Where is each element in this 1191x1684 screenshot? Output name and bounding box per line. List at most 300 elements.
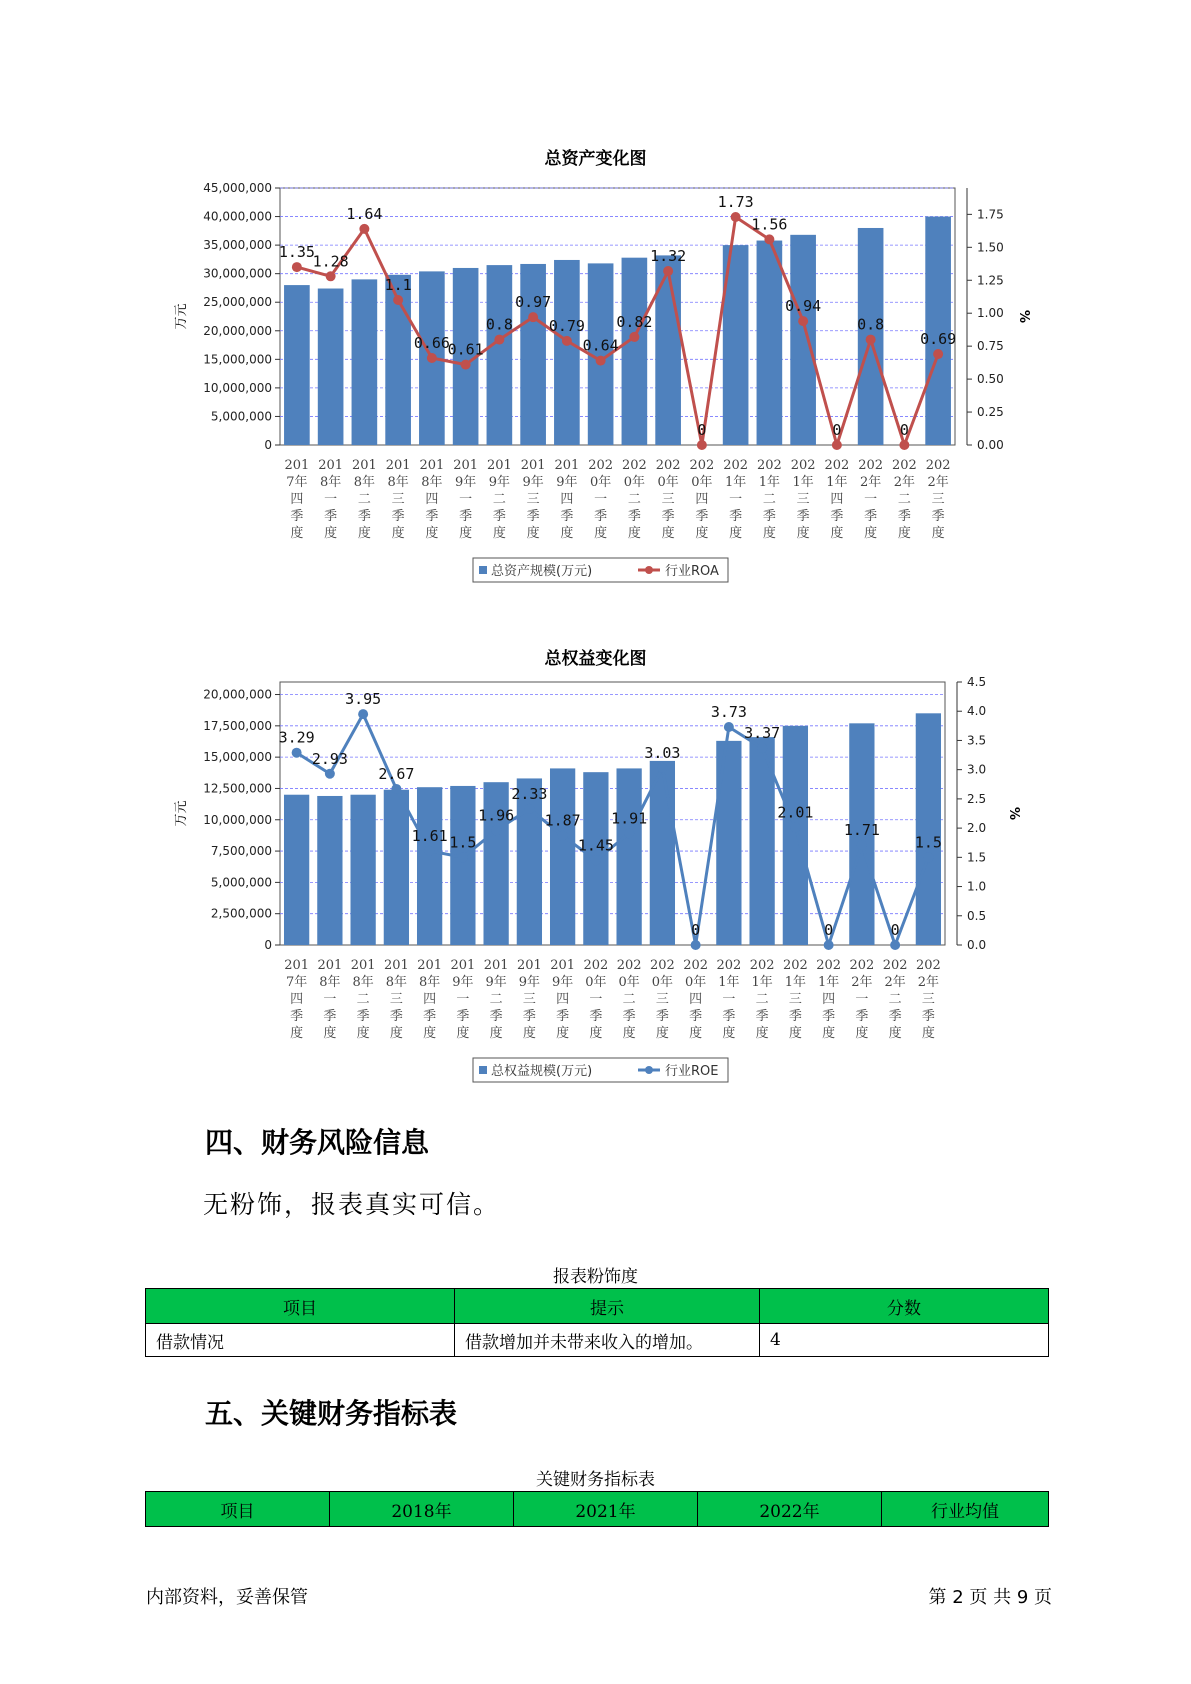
x-tick-label: 季 bbox=[589, 1009, 603, 1024]
x-tick-label: 202 bbox=[891, 458, 917, 473]
x-tick-label: 2年 bbox=[851, 975, 873, 990]
x-tick-label: 201 bbox=[453, 458, 479, 473]
bar bbox=[520, 264, 546, 445]
x-tick-label: 二 bbox=[627, 492, 641, 507]
x-tick-label: 三 bbox=[526, 492, 540, 507]
data-label: 1.91 bbox=[611, 809, 648, 828]
header-cell: 2021年 bbox=[514, 1492, 698, 1527]
bar bbox=[450, 786, 475, 945]
data-label: 3.95 bbox=[345, 690, 382, 709]
x-tick-label: 季 bbox=[459, 509, 473, 524]
x-tick-label: 2年 bbox=[859, 475, 882, 490]
x-tick-label: 201 bbox=[554, 458, 580, 473]
legend-label-bar: 总权益规模(万元) bbox=[491, 1064, 593, 1079]
x-tick-label: 四 bbox=[290, 492, 304, 507]
footer-left: 内部资料，妥善保管 bbox=[146, 1587, 308, 1608]
legend-swatch-dot bbox=[645, 1066, 653, 1074]
data-point bbox=[558, 831, 568, 841]
chart2-title: 总权益变化图 bbox=[544, 649, 647, 669]
section4-table-caption: 报表粉饰度 bbox=[553, 1267, 638, 1287]
x-tick-label: 一 bbox=[323, 992, 337, 1007]
data-point bbox=[832, 440, 842, 450]
x-tick-label: 202 bbox=[925, 458, 951, 473]
data-label: 0.79 bbox=[548, 316, 585, 335]
x-tick-label: 9年 bbox=[454, 475, 477, 490]
x-tick-label: 201 bbox=[284, 458, 310, 473]
x-tick-label: 季 bbox=[356, 1009, 370, 1024]
x-tick-label: 季 bbox=[689, 1009, 703, 1024]
x-tick-label: 季 bbox=[729, 509, 743, 524]
header-cell: 行业均值 bbox=[882, 1492, 1049, 1527]
x-tick-label: 度 bbox=[822, 1026, 836, 1041]
x-tick-label: 三 bbox=[389, 992, 403, 1007]
header-cell: 分数 bbox=[760, 1289, 1049, 1324]
x-tick-label: 0年 bbox=[589, 475, 612, 490]
x-tick-label: 201 bbox=[516, 958, 542, 973]
y-tick-label: 17,500,000 bbox=[203, 718, 272, 733]
data-label: 3.73 bbox=[710, 703, 747, 722]
x-tick-label: 二 bbox=[356, 992, 370, 1007]
section4-text: 无粉饰，报表真实可信。 bbox=[203, 1190, 501, 1219]
x-tick-label: 202 bbox=[849, 958, 875, 973]
x-tick-label: 度 bbox=[722, 1026, 736, 1041]
y-tick-label: 12,500,000 bbox=[203, 781, 272, 796]
legend-label-bar: 总资产规模(万元) bbox=[491, 564, 593, 579]
data-point bbox=[391, 784, 401, 794]
x-tick-label: 季 bbox=[722, 1009, 736, 1024]
x-tick-label: 202 bbox=[824, 458, 850, 473]
x-tick-label: 度 bbox=[695, 526, 709, 541]
x-tick-label: 四 bbox=[695, 492, 709, 507]
x-tick-label: 四 bbox=[689, 992, 703, 1007]
x-tick-label: 一 bbox=[459, 492, 473, 507]
data-point bbox=[393, 295, 403, 305]
table-cell: 借款增加并未带来收入的增加。 bbox=[455, 1324, 760, 1357]
section5-table-caption: 关键财务指标表 bbox=[536, 1470, 655, 1490]
x-tick-label: 8年 bbox=[421, 475, 443, 490]
data-point bbox=[524, 804, 534, 814]
x-tick-label: 1年 bbox=[784, 975, 807, 990]
x-tick-label: 度 bbox=[689, 1026, 703, 1041]
x-tick-label: 201 bbox=[383, 958, 409, 973]
x-tick-label: 季 bbox=[796, 509, 810, 524]
bar bbox=[284, 285, 310, 445]
y2-tick-label: 2.0 bbox=[967, 821, 987, 836]
x-tick-label: 202 bbox=[655, 458, 681, 473]
table-cell: 4 bbox=[760, 1324, 1049, 1357]
x-tick-label: 一 bbox=[594, 492, 608, 507]
data-point bbox=[857, 840, 867, 850]
bar bbox=[916, 713, 941, 945]
x-tick-label: 三 bbox=[391, 492, 405, 507]
x-tick-label: 度 bbox=[324, 526, 338, 541]
bar bbox=[554, 260, 580, 445]
x-tick-label: 度 bbox=[391, 526, 405, 541]
y-axis-label: 万元 bbox=[174, 303, 189, 330]
x-tick-label: 三 bbox=[522, 992, 536, 1007]
y2-axis-label: % bbox=[1016, 309, 1031, 324]
x-tick-label: 8年 bbox=[319, 975, 341, 990]
bar bbox=[384, 790, 409, 945]
bar bbox=[757, 241, 783, 445]
x-tick-label: 季 bbox=[888, 1009, 902, 1024]
x-tick-label: 季 bbox=[391, 509, 405, 524]
x-tick-label: 季 bbox=[594, 509, 608, 524]
x-tick-label: 0年 bbox=[618, 975, 640, 990]
x-tick-label: 7年 bbox=[285, 975, 308, 990]
y-tick-label: 45,000,000 bbox=[203, 181, 272, 195]
x-tick-label: 201 bbox=[385, 458, 411, 473]
x-tick-label: 0年 bbox=[651, 975, 674, 990]
bar bbox=[318, 289, 344, 445]
y2-tick-label: 1.5 bbox=[967, 850, 987, 865]
x-tick-label: 0年 bbox=[585, 975, 607, 990]
x-tick-label: 度 bbox=[796, 526, 810, 541]
chart1-title: 总资产变化图 bbox=[544, 149, 647, 169]
x-tick-label: 9年 bbox=[518, 975, 541, 990]
x-tick-label: 一 bbox=[729, 492, 743, 507]
x-tick-label: 202 bbox=[583, 958, 609, 973]
data-label: 0.66 bbox=[413, 334, 450, 353]
y2-tick-label: 4.0 bbox=[967, 704, 987, 719]
x-tick-label: 201 bbox=[350, 958, 376, 973]
data-point bbox=[461, 360, 471, 370]
x-tick-label: 季 bbox=[522, 1009, 536, 1024]
x-tick-label: 三 bbox=[661, 492, 675, 507]
data-point bbox=[458, 852, 468, 862]
bar bbox=[352, 279, 378, 445]
x-tick-label: 202 bbox=[882, 958, 908, 973]
data-label: 3.03 bbox=[644, 743, 681, 762]
x-tick-label: 季 bbox=[425, 509, 439, 524]
total-equity-chart bbox=[0, 670, 1191, 1090]
y2-axis-label: % bbox=[1006, 806, 1021, 821]
bar bbox=[790, 235, 816, 445]
x-tick-label: 202 bbox=[816, 958, 842, 973]
x-tick-label: 二 bbox=[897, 492, 911, 507]
x-tick-label: 度 bbox=[589, 1026, 603, 1041]
x-tick-label: 季 bbox=[423, 1009, 437, 1024]
x-tick-label: 度 bbox=[888, 1026, 902, 1041]
data-point bbox=[358, 709, 368, 719]
x-tick-label: 季 bbox=[489, 1009, 503, 1024]
data-point bbox=[359, 224, 369, 234]
data-label: 0.8 bbox=[857, 315, 885, 334]
x-tick-label: 1年 bbox=[817, 975, 840, 990]
bar bbox=[783, 726, 808, 945]
data-point bbox=[798, 316, 808, 326]
y2-tick-label: 1.25 bbox=[977, 273, 1004, 288]
y-tick-label: 20,000,000 bbox=[203, 323, 272, 338]
x-tick-label: 度 bbox=[788, 1026, 802, 1041]
data-point bbox=[899, 440, 909, 450]
x-tick-label: 季 bbox=[788, 1009, 802, 1024]
data-label: 0.64 bbox=[582, 336, 619, 355]
x-tick-label: 202 bbox=[749, 958, 775, 973]
x-tick-label: 201 bbox=[284, 958, 310, 973]
x-tick-label: 三 bbox=[931, 492, 945, 507]
header-cell: 提示 bbox=[455, 1289, 760, 1324]
x-tick-label: 度 bbox=[489, 1026, 503, 1041]
x-tick-label: 季 bbox=[830, 509, 844, 524]
bar bbox=[284, 795, 309, 945]
x-tick-label: 8年 bbox=[353, 475, 376, 490]
header-cell: 项目 bbox=[146, 1492, 330, 1527]
y-tick-label: 25,000,000 bbox=[203, 295, 272, 310]
y-tick-label: 10,000,000 bbox=[203, 812, 272, 827]
x-tick-label: 一 bbox=[855, 992, 869, 1007]
data-label: 0 bbox=[697, 421, 707, 439]
data-label: 0.94 bbox=[785, 297, 822, 316]
x-tick-label: 季 bbox=[622, 1009, 636, 1024]
y-tick-label: 15,000,000 bbox=[203, 750, 272, 765]
y-axis-label: 万元 bbox=[174, 800, 189, 827]
x-tick-label: 2年 bbox=[884, 975, 906, 990]
data-label: 1.5 bbox=[914, 833, 942, 852]
x-tick-label: 202 bbox=[790, 458, 816, 473]
x-tick-label: 202 bbox=[756, 458, 782, 473]
x-tick-label: 201 bbox=[483, 958, 509, 973]
data-point bbox=[491, 825, 501, 835]
whitewash-table bbox=[145, 1288, 1049, 1357]
data-point bbox=[292, 262, 302, 272]
data-label: 1.61 bbox=[411, 826, 448, 845]
data-label: 0 bbox=[899, 421, 909, 439]
x-tick-label: 三 bbox=[796, 492, 810, 507]
y2-tick-label: 0.0 bbox=[967, 938, 987, 952]
x-tick-label: 度 bbox=[755, 1026, 769, 1041]
x-tick-label: 度 bbox=[526, 526, 540, 541]
x-tick-label: 度 bbox=[389, 1026, 403, 1041]
data-label: 1.71 bbox=[843, 821, 880, 840]
x-tick-label: 季 bbox=[921, 1009, 935, 1024]
data-point bbox=[591, 855, 601, 865]
x-tick-label: 一 bbox=[456, 992, 470, 1007]
x-tick-label: 二 bbox=[888, 992, 902, 1007]
x-tick-label: 202 bbox=[723, 458, 749, 473]
legend-label-line: 行业ROA bbox=[665, 564, 719, 579]
x-tick-label: 度 bbox=[594, 526, 608, 541]
x-tick-label: 1年 bbox=[792, 475, 814, 490]
data-point bbox=[757, 743, 767, 753]
x-tick-label: 季 bbox=[855, 1009, 869, 1024]
x-tick-label: 季 bbox=[556, 1009, 570, 1024]
data-label: 0.61 bbox=[447, 340, 484, 359]
data-label: 0.69 bbox=[920, 330, 957, 349]
data-label: 0 bbox=[691, 921, 701, 939]
x-tick-label: 度 bbox=[290, 1026, 304, 1041]
x-tick-label: 季 bbox=[290, 1009, 304, 1024]
x-tick-label: 二 bbox=[755, 992, 769, 1007]
x-tick-label: 三 bbox=[921, 992, 935, 1007]
data-point bbox=[923, 852, 933, 862]
table-row bbox=[146, 1324, 1049, 1357]
key-indicators-table bbox=[145, 1491, 1049, 1527]
x-tick-label: 度 bbox=[729, 526, 743, 541]
x-tick-label: 202 bbox=[683, 958, 709, 973]
x-tick-label: 202 bbox=[915, 958, 941, 973]
x-tick-label: 202 bbox=[621, 458, 647, 473]
data-point bbox=[731, 212, 741, 222]
y2-tick-label: 3.5 bbox=[967, 733, 987, 748]
legend-swatch-dot bbox=[645, 566, 653, 574]
data-label: 1.73 bbox=[717, 192, 754, 211]
x-tick-label: 度 bbox=[864, 526, 878, 541]
x-tick-label: 1年 bbox=[826, 475, 848, 490]
y2-tick-label: 1.0 bbox=[967, 879, 987, 894]
x-tick-label: 202 bbox=[782, 958, 808, 973]
x-tick-label: 0年 bbox=[623, 475, 646, 490]
x-tick-label: 9年 bbox=[522, 475, 544, 490]
total-assets-chart bbox=[0, 170, 1191, 590]
x-tick-label: 二 bbox=[357, 492, 371, 507]
x-tick-label: 201 bbox=[417, 958, 443, 973]
x-tick-label: 季 bbox=[389, 1009, 403, 1024]
data-point bbox=[292, 748, 302, 758]
data-point bbox=[425, 846, 435, 856]
x-tick-label: 二 bbox=[622, 992, 636, 1007]
x-tick-label: 0年 bbox=[684, 975, 707, 990]
x-tick-label: 季 bbox=[897, 509, 911, 524]
data-label: 0.82 bbox=[616, 312, 653, 331]
x-tick-label: 一 bbox=[722, 992, 736, 1007]
x-tick-label: 季 bbox=[290, 509, 304, 524]
x-tick-label: 度 bbox=[627, 526, 641, 541]
data-point bbox=[663, 266, 673, 276]
x-tick-label: 度 bbox=[855, 1026, 869, 1041]
x-tick-label: 202 bbox=[588, 458, 614, 473]
y2-tick-label: 2.5 bbox=[967, 791, 987, 806]
x-tick-label: 四 bbox=[556, 992, 570, 1007]
x-tick-label: 季 bbox=[357, 509, 371, 524]
y2-tick-label: 0.25 bbox=[977, 405, 1004, 420]
x-tick-label: 1年 bbox=[718, 975, 740, 990]
x-tick-label: 度 bbox=[560, 526, 574, 541]
data-label: 1.96 bbox=[478, 806, 515, 825]
x-tick-label: 度 bbox=[522, 1026, 536, 1041]
data-point bbox=[657, 763, 667, 773]
x-tick-label: 201 bbox=[419, 458, 445, 473]
x-tick-label: 9年 bbox=[551, 975, 574, 990]
x-tick-label: 9年 bbox=[556, 475, 578, 490]
x-tick-label: 季 bbox=[864, 509, 878, 524]
data-label: 2.93 bbox=[311, 749, 348, 768]
y-tick-label: 2,500,000 bbox=[210, 906, 272, 921]
x-tick-label: 季 bbox=[560, 509, 574, 524]
data-label: 0 bbox=[890, 921, 900, 939]
x-tick-label: 2年 bbox=[917, 975, 940, 990]
x-tick-label: 度 bbox=[931, 526, 945, 541]
y2-tick-label: 0.75 bbox=[977, 339, 1004, 354]
x-tick-label: 季 bbox=[456, 1009, 470, 1024]
y2-tick-label: 0.50 bbox=[977, 372, 1004, 387]
data-label: 0 bbox=[832, 421, 842, 439]
data-label: 1.28 bbox=[312, 252, 349, 271]
header-cell: 项目 bbox=[146, 1289, 455, 1324]
x-tick-label: 度 bbox=[456, 1026, 470, 1041]
data-point bbox=[624, 828, 634, 838]
x-tick-label: 度 bbox=[556, 1026, 570, 1041]
data-point bbox=[933, 349, 943, 359]
x-tick-label: 8年 bbox=[418, 975, 441, 990]
y-tick-label: 0 bbox=[264, 438, 272, 452]
bar bbox=[517, 778, 542, 945]
y-tick-label: 7,500,000 bbox=[210, 844, 272, 859]
x-tick-label: 度 bbox=[290, 526, 304, 541]
y2-tick-label: 1.75 bbox=[977, 207, 1004, 222]
x-tick-label: 201 bbox=[351, 458, 377, 473]
data-point bbox=[427, 353, 437, 363]
x-tick-label: 一 bbox=[589, 992, 603, 1007]
y2-tick-label: 0.5 bbox=[967, 908, 987, 923]
table-header-row bbox=[146, 1492, 1049, 1527]
x-tick-label: 2年 bbox=[927, 475, 949, 490]
x-tick-label: 季 bbox=[655, 1009, 669, 1024]
footer-page-number: 第 2 页 共 9 页 bbox=[928, 1587, 1052, 1608]
x-tick-label: 三 bbox=[788, 992, 802, 1007]
x-tick-label: 季 bbox=[822, 1009, 836, 1024]
x-tick-label: 8年 bbox=[352, 975, 374, 990]
x-tick-label: 季 bbox=[324, 509, 338, 524]
x-tick-label: 202 bbox=[716, 958, 742, 973]
x-tick-label: 四 bbox=[425, 492, 439, 507]
x-tick-label: 三 bbox=[655, 992, 669, 1007]
y2-tick-label: 4.5 bbox=[967, 675, 987, 689]
x-tick-label: 四 bbox=[290, 992, 304, 1007]
x-tick-label: 度 bbox=[423, 1026, 437, 1041]
x-tick-label: 一 bbox=[864, 492, 878, 507]
legend-label-line: 行业ROE bbox=[665, 1064, 719, 1079]
x-tick-label: 度 bbox=[356, 1026, 370, 1041]
x-tick-label: 季 bbox=[323, 1009, 337, 1024]
x-tick-label: 201 bbox=[450, 958, 476, 973]
data-point bbox=[494, 335, 504, 345]
x-tick-label: 7年 bbox=[286, 475, 308, 490]
data-label: 1.64 bbox=[346, 204, 383, 223]
y-tick-label: 10,000,000 bbox=[203, 380, 272, 395]
x-tick-label: 度 bbox=[762, 526, 776, 541]
data-point bbox=[697, 440, 707, 450]
x-tick-label: 二 bbox=[762, 492, 776, 507]
header-cell: 2022年 bbox=[698, 1492, 882, 1527]
data-label: 2.67 bbox=[378, 764, 415, 783]
x-tick-label: 四 bbox=[423, 992, 437, 1007]
data-point bbox=[528, 312, 538, 322]
legend-swatch-bar bbox=[479, 566, 487, 574]
x-tick-label: 8年 bbox=[319, 475, 342, 490]
x-tick-label: 8年 bbox=[387, 475, 409, 490]
section5-heading: 五、关键财务指标表 bbox=[205, 1397, 458, 1430]
y-tick-label: 5,000,000 bbox=[210, 409, 272, 424]
data-point bbox=[562, 336, 572, 346]
data-label: 3.29 bbox=[278, 728, 315, 747]
x-tick-label: 8年 bbox=[385, 975, 408, 990]
y-tick-label: 30,000,000 bbox=[203, 266, 272, 281]
data-label: 1.35 bbox=[278, 243, 315, 262]
section4-heading: 四、财务风险信息 bbox=[205, 1126, 430, 1159]
data-label: 0.8 bbox=[485, 315, 513, 334]
x-tick-label: 季 bbox=[762, 509, 776, 524]
x-tick-label: 二 bbox=[489, 992, 503, 1007]
header-cell: 2018年 bbox=[330, 1492, 514, 1527]
x-tick-label: 0年 bbox=[691, 475, 713, 490]
data-point bbox=[824, 940, 834, 950]
x-tick-label: 202 bbox=[649, 958, 675, 973]
data-label: 1.5 bbox=[449, 833, 477, 852]
x-tick-label: 度 bbox=[622, 1026, 636, 1041]
data-point bbox=[596, 356, 606, 366]
x-tick-label: 度 bbox=[921, 1026, 935, 1041]
